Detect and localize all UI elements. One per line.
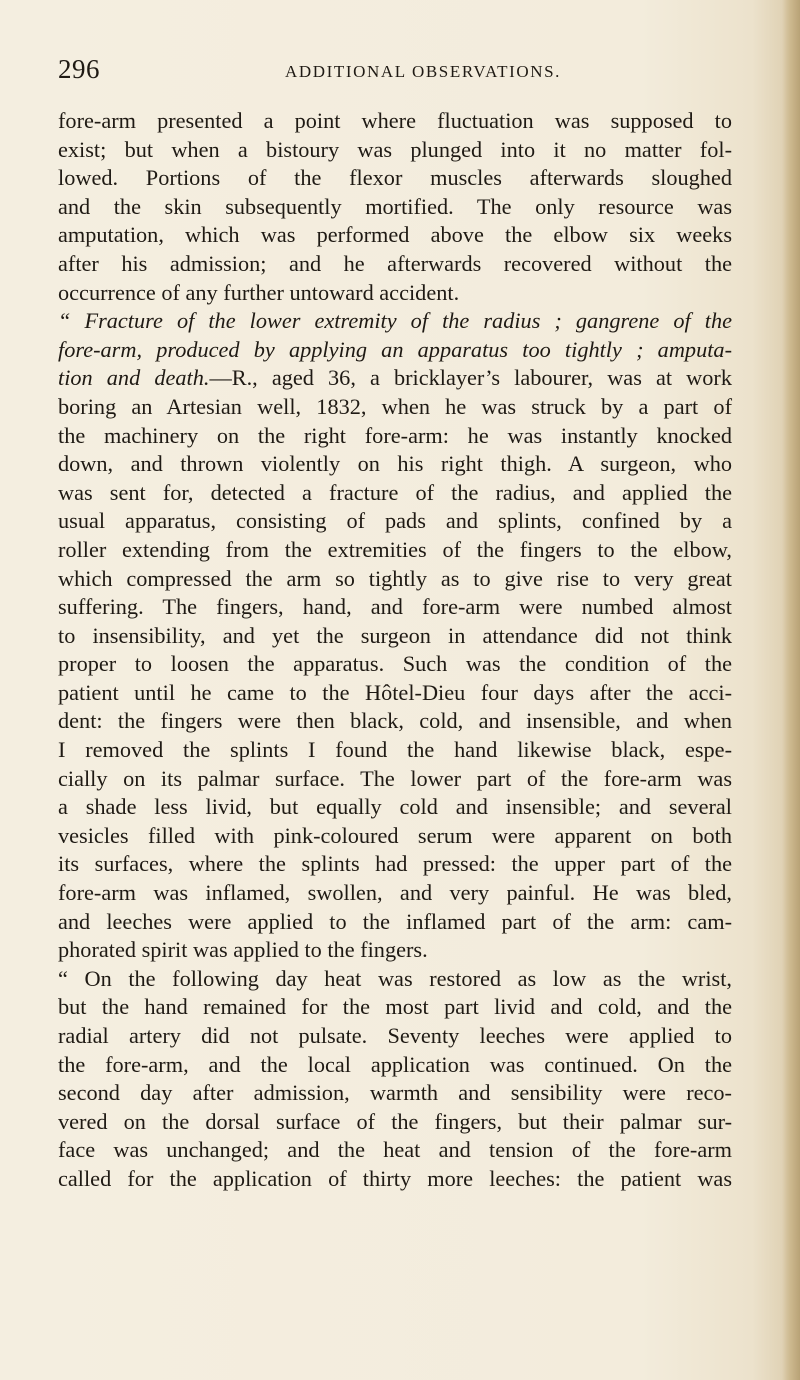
page-number: 296 bbox=[58, 54, 100, 84]
text-line: roller extending from the extremities of the fingers to the elbow, bbox=[58, 536, 732, 562]
body-text bbox=[58, 107, 732, 1194]
text-line: “ On the following day heat was restored as low as the wrist, bbox=[58, 965, 732, 991]
text-line: usual apparatus, consisting of pads and splints, confined by a bbox=[58, 508, 732, 534]
text-line: and the skin subsequently mortified. The only resource was bbox=[58, 193, 732, 219]
text-line: proper to loosen the apparatus. Such was the condition of the bbox=[58, 651, 732, 677]
page-edge-shadow bbox=[782, 0, 800, 1380]
text-line: face was unchanged; and the heat and tension of the fore-arm bbox=[58, 1137, 732, 1163]
text-line-italic-heading bbox=[58, 336, 732, 365]
text-continuation: —R., aged 36, a bricklayer’s labourer, was at work bbox=[209, 365, 732, 391]
text-line: dent: the fingers were then black, cold, and insensible, and when bbox=[58, 708, 732, 734]
text-line: second day after admission, warmth and sensibility were reco- bbox=[58, 1080, 732, 1106]
text-line: vesicles filled with pink-coloured serum were apparent on both bbox=[58, 822, 732, 848]
text-line: its surfaces, where the splints had pressed: the upper part of the bbox=[58, 851, 732, 877]
text-line: to insensibility, and yet the surgeon in attendance did not think bbox=[58, 622, 732, 648]
text-line: phorated spirit was applied to the fingers. bbox=[58, 937, 428, 963]
text-line: which compressed the arm so tightly as to give rise to very great bbox=[58, 565, 732, 591]
page-header bbox=[58, 54, 748, 94]
text-line: fore-arm was inflamed, swollen, and very painful. He was bled, bbox=[58, 880, 732, 906]
text-line: but the hand remained for the most part livid and cold, and the bbox=[58, 994, 732, 1020]
italic-heading: “ Fracture of the lower extremity of the radius ; gangrene of the bbox=[58, 308, 732, 334]
text-line: exist; but when a bistoury was plunged into it no matter fol- bbox=[58, 136, 732, 162]
text-line: called for the application of thirty more leeches: the patient was bbox=[58, 1165, 732, 1191]
text-line: and leeches were applied to the inflamed part of the arm: cam- bbox=[58, 908, 732, 934]
text-line: I removed the splints I found the hand likewise black, espe- bbox=[58, 737, 732, 763]
italic-heading-end: tion and death. bbox=[58, 365, 210, 391]
text-line-mixed bbox=[58, 364, 732, 393]
text-line: a shade less livid, but equally cold and insensible; and several bbox=[58, 794, 732, 820]
text-line: vered on the dorsal surface of the fingers, but their palmar sur- bbox=[58, 1108, 732, 1134]
text-line: fore-arm presented a point where fluctuation was supposed to bbox=[58, 108, 732, 133]
italic-heading: fore-arm, produced by applying an apparatus too tightly ; amputa- bbox=[58, 336, 732, 362]
text-line: occurrence of any further untoward accident. bbox=[58, 279, 460, 305]
running-head: ADDITIONAL OBSERVATIONS. bbox=[285, 62, 561, 81]
text-line: after his admission; and he afterwards recovered without the bbox=[58, 250, 732, 276]
text-line: boring an Artesian well, 1832, when he was struck by a part of bbox=[58, 393, 732, 419]
text-line: the machinery on the right fore-arm: he was instantly knocked bbox=[58, 422, 732, 448]
text-line: cially on its palmar surface. The lower part of the fore-arm was bbox=[58, 765, 732, 791]
text-line: down, and thrown violently on his right thigh. A surgeon, who bbox=[58, 451, 732, 477]
text-line: suffering. The fingers, hand, and fore-arm were numbed almost bbox=[58, 594, 732, 620]
text-line: patient until he came to the Hôtel-Dieu four days after the acci- bbox=[58, 679, 732, 705]
text-line: amputation, which was performed above the elbow six weeks bbox=[58, 222, 732, 248]
text-line: the fore-arm, and the local application was continued. On the bbox=[58, 1051, 732, 1077]
text-line-italic-heading bbox=[58, 307, 732, 336]
text-line: was sent for, detected a fracture of the radius, and applied the bbox=[58, 479, 732, 505]
text-line: lowed. Portions of the flexor muscles afterwards sloughed bbox=[58, 165, 732, 191]
text-line: radial artery did not pulsate. Seventy leeches were applied to bbox=[58, 1023, 732, 1048]
